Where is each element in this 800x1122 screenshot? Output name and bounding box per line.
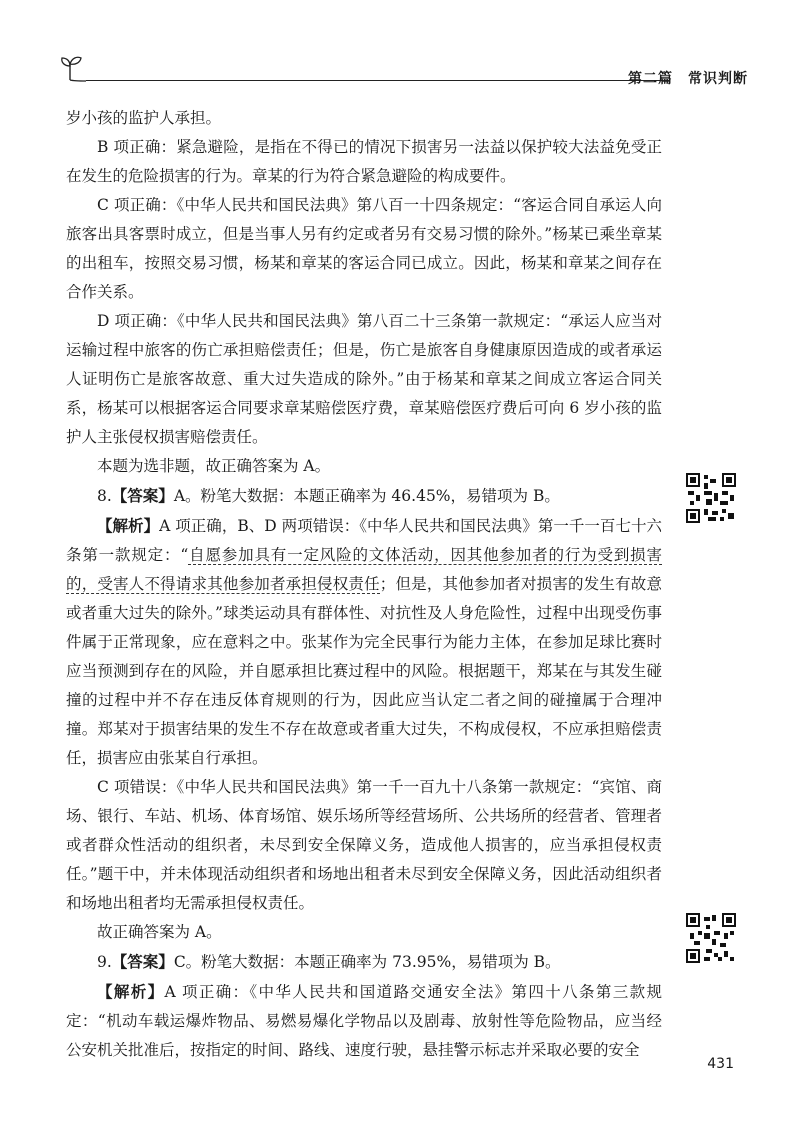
answer-8: [66, 481, 662, 511]
qr-code-icon[interactable]: [686, 473, 736, 523]
analysis-tag: 【解析】: [97, 516, 160, 535]
paragraph: 故正确答案为 A。: [97, 923, 222, 941]
analysis-text: A 项正确，B、D 两项错误：《中华人民共和国民法典》第一千一百七十六条第一款规定：“: [66, 517, 662, 564]
qr-code-icon[interactable]: [686, 913, 736, 963]
paragraph: C 项正确：《中华人民共和国民法典》第八百一十四条规定：“客运合同自承运人向旅客出具客票时成立，但是当事人另有约定或者另有交易习惯的除外。”杨某已乘坐章某的出租车，按照交易习惯，杨某和章某的客运合同已成立。因此，杨某和章某之间存在合作关系。: [66, 196, 662, 301]
paragraph: C 项错误：《中华人民共和国民法典》第一千一百九十八条第一款规定：“宾馆、商场、银行、车站、机场、体育场馆、娱乐场所等经营场所、公共场所的经营者、管理者或者群众性活动的组织者，未尽到安全保障义务，造成他人损害的，应当承担侵权责任。”题干中，并未体现活动组织者和场地出租者未尽到安全保障义务，因此活动组织者和场地出租者均无需承担侵权责任。: [66, 778, 662, 912]
page-number: 431: [707, 1056, 734, 1072]
analysis-text: A 项正确：《中华人民共和国道路交通安全法》第四十八条第三款规定：“机动车载运爆炸物品、易燃易爆化学物品以及剧毒、放射性等危险物品，应当经公安机关批准后，按指定的时间、路线、速度行驶，悬挂警示标志并采取必要的安全: [66, 983, 662, 1059]
paragraph: B 项正确：紧急避险，是指在不得已的情况下损害另一法益以保护较大法益免受正在发生的危险损害的行为。章某的行为符合紧急避险的构成要件。: [66, 138, 662, 185]
paragraph: D 项正确：《中华人民共和国民法典》第八百二十三条第一款规定：“承运人应当对运输过程中旅客的伤亡承担赔偿责任；但是，伤亡是旅客自身健康原因造成的或者承运人证明伤亡是旅客故意、重大过失造成的除外。”由于杨某和章某之间成立客运合同关系，杨某可以根据客运合同要求章某赔偿医疗费，章某赔偿医疗费后可向 6 岁小孩的监护人主张侵权损害赔偿责任。: [66, 312, 662, 446]
header-rule: [86, 80, 670, 81]
analysis-text: ；但是，其他参加者对损害的发生有故意或者重大过失的除外。”球类运动具有群体性、对抗性及人身危险性，过程中出现受伤事件属于正常现象，应在意料之中。张某作为完全民事行为能力主体，在参加足球比赛时应当预测到存在的风险，并自愿承担比赛过程中的风险。根据题干，郑某在与其发生碰撞的过程中并不存在违反体育规则的行为，因此应当认定二者之间的碰撞属于合理冲撞。郑某对于损害结果的发生不存在故意或者重大过失，不构成侵权，不应承担赔偿责任，损害应由张某自行承担。: [66, 575, 662, 767]
section-title: 第二篇 常识判断: [628, 71, 748, 87]
analysis-9: [66, 977, 662, 1065]
analysis-tag: 【解析】: [97, 982, 165, 1001]
paragraph: 岁小孩的监护人承担。: [66, 109, 222, 127]
page-body: [66, 104, 662, 1065]
answer-tag: 【答案】: [111, 486, 174, 505]
answer-9: [66, 947, 662, 977]
analysis-8: [66, 511, 662, 773]
page-header: [58, 52, 748, 92]
answer-text: A。粉笔大数据：本题正确率为 46.45%，易错项为 B。: [173, 487, 560, 505]
question-number: 8.: [97, 487, 112, 505]
answer-text: C。粉笔大数据：本题正确率为 73.95%，易错项为 B。: [173, 953, 561, 971]
answer-tag: 【答案】: [111, 952, 174, 971]
question-number: 9.: [97, 953, 112, 971]
underlined-text: 自愿参加具有一定风险的文体活动，因其他参加者的行为受到损害的，受害人不得请求其他参加者承担侵权责任: [66, 546, 662, 593]
paragraph: 本题为选非题，故正确答案为 A。: [97, 457, 331, 475]
